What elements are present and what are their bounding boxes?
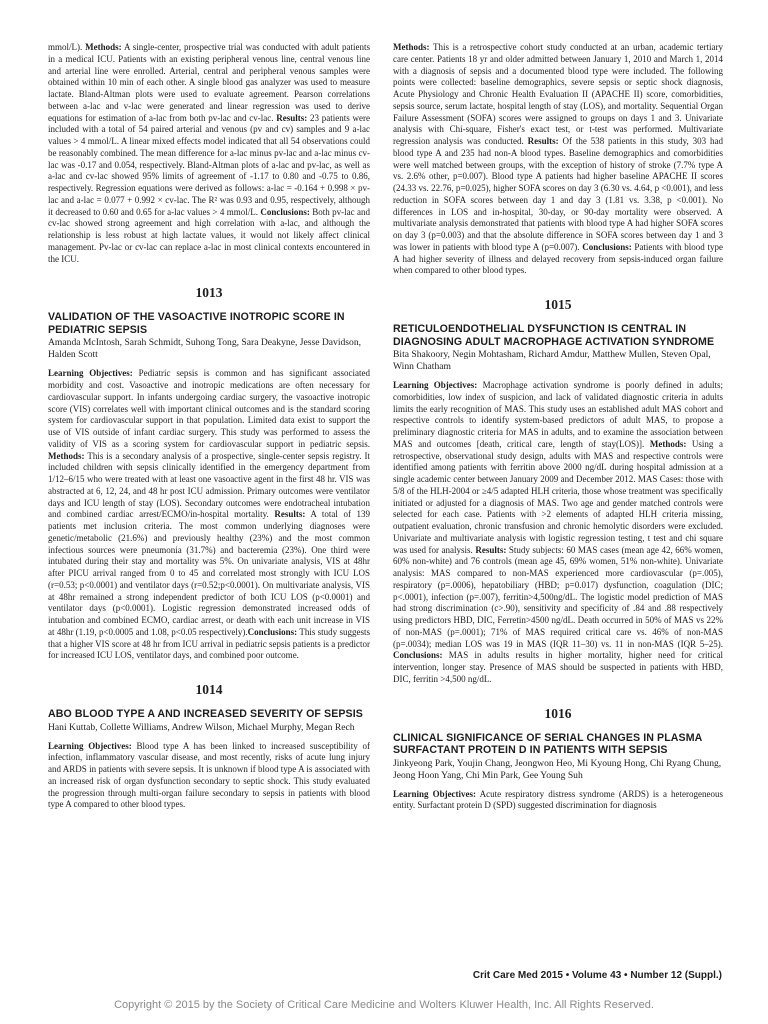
objectives-text: Pediatric sepsis is common and has significant associated morbidity and cost. Vasoactive and inotropic medications are often necessary for cardiovascular support. In infants undergoing cardiac surgery, the vasoactive inotropic score (VIS) correlates well with important clinical outcomes and is the standard scoring system for cardiovascular support in that population. Limited data exist to support the use of VIS outside of infant cardiac surgery. This study was performed to assess the validity of VIS as a scoring system for cardiovascular support in pediatric sepsis.: [48, 368, 370, 449]
abstract-authors: Hani Kuttab, Collette Williams, Andrew Wilson, Michael Murphy, Megan Rech: [48, 721, 355, 733]
continued-text: mmol/L).: [48, 42, 86, 52]
methods-text: This is a secondary analysis of a prospective, single-center sepsis registry. It included children with sepsis clinically identified in the emergency department from 1/12–6/15 who were treated with at least one vasoactive agent in the first 48 hr. VIS was abstracted at 6, 12, 24, and 48 hr post ICU admission. Primary outcomes were ventilator days and ICU length of stay (LOS). Secondary outcomes were endotracheal intubation and combined cardiac arrest/ECMO/in-hospital mortality.: [48, 450, 370, 520]
abstract-title: RETICULOENDOTHELIAL DYSFUNCTION IS CENTRAL IN DIAGNOSING ADULT MACROPHAGE ACTIVATION SYNDROME: [393, 323, 715, 348]
conclusions-label: Conclusions:: [582, 241, 632, 252]
results-label: Results:: [475, 544, 507, 555]
abstract-continued-right: [393, 42, 723, 277]
results-label: Results:: [276, 112, 308, 123]
results-label: Results:: [274, 509, 306, 520]
conclusions-label: Conclusions:: [393, 650, 443, 661]
abstract-continued-left: [48, 42, 370, 265]
conclusions-text: Patients with blood type A had higher severity of illness and delayed recovery from sepsis-induced organ failure when compared to other blood types.: [393, 241, 723, 276]
objectives-label: Learning Objectives:: [48, 740, 132, 751]
journal-citation: Crit Care Med 2015 • Volume 43 • Number 12 (Suppl.): [472, 970, 722, 981]
methods-text: This is a retrospective cohort study conducted at an urban, academic tertiary care center. Patients 18 yr and older admitted between January 1, 2010 and March 1, 2014 with a diagnosis of sepsis and a documented blood type were included. The following points were collected: baseline demographics, severe sepsis or septic shock diagnosis, Acute Physiology and Chronic Health Evaluation II (APACHE II) score, comorbidities, sepsis source, serum lactate, hospital length of stay (LOS), and mortality. Sequential Organ Failure Assessment (SOFA) scores were assigned to groups on days 1 and 3. Univariate analysis with Chi-square, Fisher's exact test, or t-test was performed. Multivariate regression analysis was conducted.: [393, 42, 723, 146]
abstract-title: CLINICAL SIGNIFICANCE OF SERIAL CHANGES IN PLASMA SURFACTANT PROTEIN D IN PATIENTS WITH SEPSIS: [393, 731, 702, 756]
abstract-1016: [393, 706, 723, 813]
results-text: Study subjects: 60 MAS cases (mean age 42, 66% women, 60% non-white) and 76 controls (mean age 45, 69% women, 51% non-white). Univariate analysis: MAS compared to non-MAS experienced more cardiovascular (p=.005), respiratory (p=.0006), hepatobiliary (HBD; p=0.017) dysfunction, coagulation (DIC; p<.0001), infection (p=.007), ferritin>4,500ng/dL. The logistic model prediction of MAS had strong discrimination (c>.90), sensitivity and specificity of .84 and .88 respectively using predictors HBD, DIC, Ferretin>4500 ng/dL. Death occurred in 50% of MAS vs 22% of non-MAS (p=.0001); 71% of MAS required critical care vs. 46% of non-MAS (p=.0034); median LOS was 19 in MAS (IQR 11–30) vs. 11 in non-MAS (IQR 5–25).: [393, 544, 724, 649]
conclusions-label: Conclusions:: [260, 206, 310, 217]
left-column: [48, 42, 370, 811]
abstract-number: 1013: [195, 285, 223, 301]
abstract-authors: Amanda McIntosh, Sarah Schmidt, Suhong Tong, Sara Deakyne, Jesse Davidson, Halden Scott: [48, 337, 362, 361]
methods-text: Using a retrospective, observational study design, adults with MAS and respective controls were identified among patients with ferritin above 2000 ng/dL during hospital admission at a single academic center between January 2009 and December 2012. MAS Cases: those with 5/8 of the HLH-2004 or ≥4/5 adapted HLH criteria, those whose treatment was specifically initiated or adjusted for a diagnosis of MAS. Two age and gender matched controls were selected for each case. Patients with >2 elements of adapted HLH criteria missing, outpatient evaluation, chronic transfusion and chronic hemolytic disorders were excluded. Univariate and multivariate analysis with logistic regression testing, t test and chi square was used for analysis.: [393, 438, 724, 555]
abstract-body: [393, 380, 723, 686]
abstract-number: 1014: [195, 682, 223, 697]
conclusions-text: Both pv-lac and cv-lac showed strong agreement and high correlation with a-lac, and although the relationship is less robust at high lactate values, it would not likely affect clinical management. Pv-lac or cv-lac can replace a-lac in most clinical contexts encountered in the ICU.: [48, 206, 370, 264]
abstract-1015: [393, 297, 723, 686]
abstract-title: ABO BLOOD TYPE A AND INCREASED SEVERITY OF SEPSIS: [48, 708, 363, 720]
results-text: Of the 538 patients in this study, 303 had blood type A and 235 had non-A blood types. Baseline demographics and comorbidities were well matched between groups, with the exception of history of stroke (7.7% type A vs. 2.6% other, p=0.007). Blood type A patients had higher baseline APACHE II scores (24.33 vs. 22.76, p=0.025), higher SOFA scores on day 3 (6.30 vs. 4.64, p <0.001), and less reduction in SOFA scores between day 1 and day 3 (1.81 vs. 3.38, p <0.001). No differences in LOS and in-hospital, 30-day, or 90-day mortality were observed. A multivariate analysis demonstrated that patients with blood type A had higher SOFA scores on day 3 (p=0.003) and that the absolute difference in SOFA scores between day 1 and 3 was lower in patients with blood type A (p=0.007).: [393, 136, 723, 252]
conclusions-text: MAS in adults results in higher mortality, higher need for critical intervention, longer stay. Presence of MAS should be suspected in patients with HBD, DIC, ferritin >4,500 ng/dL.: [393, 650, 723, 684]
conclusions-text: This study suggests that a higher VIS score at 48 hr from ICU arrival in pediatric sepsis patients is a predictor for increased ICU LOS, ventilator days, and combined poor outcome.: [48, 626, 370, 661]
methods-text: A single-center, prospective trial was conducted with adult patients in a medical ICU. Patients with an existing peripheral venous line, central venous line and arterial line were enrolled. Arterial, central and peripheral venous samples were obtained within 10 min of each other. A single blood gas analyzer was used to measure lactate. Bland-Altman plots were used to evaluate agreement. Pearson correlations between a-lac and v-lac were generated and linear regression was used to derive equations for estimation of a-lac from both pv-lac and cv-lac.: [48, 42, 370, 123]
abstract-authors: Bita Shakoory, Negin Mohtasham, Richard Amdur, Matthew Mullen, Steven Opal, Winn Chatham: [393, 349, 711, 372]
objectives-text: Macrophage activation syndrome is poorly defined in adults; comorbidities, low index of suspicion, and lack of validated diagnostic criteria in adults limits the early recognition of MAS. This study uses an established adult MAS cohort and respective controls to identify system-based predictors of adult MAS, to propose a preliminary diagnostic criteria for MAS in adults, and to examine the association between MAS and outcomes [death, critical care, length of stay(LOS)].: [393, 380, 723, 449]
abstract-body: [393, 789, 723, 813]
objectives-text: Acute respiratory distress syndrome (ARDS) is a heterogeneous entity. Surfactant protein D (SPD) suggested discrimination for diagnosis: [393, 788, 723, 811]
abstract-authors: Jinkyeong Park, Youjin Chang, Jeongwon Heo, Mi Kyoung Hong, Chi Ryang Chung, Jeong Hoon Yang, Chi Min Park, Gee Young Suh: [393, 757, 722, 781]
methods-label: Methods:: [48, 450, 85, 461]
objectives-text: Blood type A has been linked to increased susceptibility of infection, inflammatory vascular disease, and most recently, risks of acute lung injury and ARDS in patients with severe sepsis. It is unknown if blood type A is associated with an increased risk of organ dysfunction secondary to septic shock. This study evaluated the progression through multi-organ failure secondary to sepsis in patients with blood type A compared to other blood types.: [48, 740, 370, 810]
abstract-number: 1016: [544, 705, 572, 721]
right-column: [393, 42, 723, 812]
methods-label: Methods:: [649, 438, 687, 449]
abstract-title: VALIDATION OF THE VASOACTIVE INOTROPIC SCORE IN PEDIATRIC SEPSIS: [48, 311, 345, 336]
conclusions-label: Conclusions:: [247, 626, 298, 637]
objectives-label: Learning Objectives:: [48, 368, 133, 379]
abstract-body: [48, 368, 370, 662]
results-label: Results:: [527, 136, 559, 146]
methods-label: Methods:: [85, 42, 122, 52]
results-text: A total of 139 patients met inclusion criteria. The most common underlying diagnoses were genetic/metabolic (21.6%) and previously healthy (23%) and the most common infectious sources were pneumonia (31.7%) and bacteremia (23%). One third were intubated during their stay and mortality was 5%. On univariate analysis, VIS at 48hr after PICU arrival ranged from 0 to 45 and correlated most strongly with ICU LOS (r=0.53; p<0.0001) and ventilator days (r=0.52;p<0.0001). On multivariate analysis, VIS at 48hr remained a strong independent predictor of both ICU LOS (p<0.0001) and ventilator days (p<0.0001). Logistic regression demonstrated increased odds of intubation and combined ECMO, cardiac arrest, or death with each unit increase in VIS at 48hr (1.19, p<0.0005 and 1.08, p<0.05 respectively).: [48, 509, 371, 637]
abstract-number: 1015: [544, 297, 572, 312]
methods-label: Methods:: [393, 42, 430, 52]
results-text: 23 patients were included with a total of 54 paired arterial and venous (pv and cv) samples and 9 a-lac values > 4 mmol/L. A linear mixed effects model indicated that all 54 observations could be reasonably combined. The mean difference for a-lac minus pv-lac and a-lac minus cv-lac was -0.17 and 0.054, respectively. Bland-Altman plots of a-lac and pv-lac, as well as a-lac and cv-lac showed 95% limits of agreement of -1.17 to 0.80 and -0.75 to 0.86, respectively. Regression equations were derived as follows: a-lac = -0.164 + 0.998 × pv-lac and a-lac = 0.077 + 0.992 × cv-lac. The R² was 0.93 and 0.95, respectively, although it decreased to 0.60 and 0.65 for a-lac values > 4 mmol/L.: [48, 112, 371, 217]
objectives-label: Learning Objectives:: [393, 380, 478, 390]
abstract-1013: [48, 285, 370, 662]
abstract-body: [48, 741, 370, 812]
abstract-1014: [48, 682, 370, 811]
objectives-label: Learning Objectives:: [393, 788, 477, 799]
copyright-notice: Copyright © 2015 by the Society of Critical Care Medicine and Wolters Kluwer Health, Inc. All Rights Reserved.: [114, 999, 654, 1011]
